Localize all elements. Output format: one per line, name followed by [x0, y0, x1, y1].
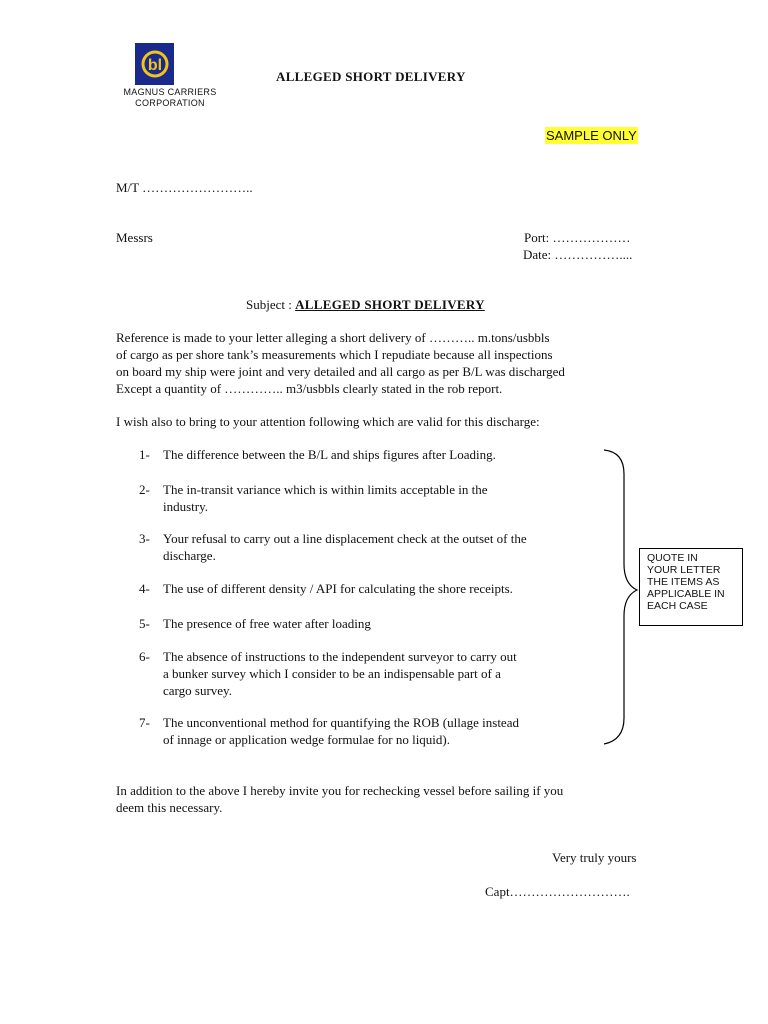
- note-box: [639, 548, 743, 626]
- captain-signature-line: Capt……………………….: [485, 884, 630, 899]
- note-box-line: EACH CASE: [647, 600, 708, 612]
- subject-prefix: Subject :: [246, 297, 296, 312]
- list-item-text: [163, 648, 608, 699]
- list-item-line: cargo survey.: [163, 683, 232, 698]
- port-field: Port: ………………: [524, 230, 631, 245]
- note-box-line: QUOTE IN: [647, 552, 698, 564]
- list-item-text: [163, 580, 608, 597]
- paragraph-reference: [116, 329, 656, 397]
- list-item-line: The use of different density / API for calculating the shore receipts.: [163, 581, 513, 596]
- list-item-number: 6-: [139, 649, 150, 664]
- subject-text: ALLEGED SHORT DELIVERY: [295, 297, 485, 312]
- paragraph-line: of cargo as per shore tank’s measurements which I repudiate because all inspections: [116, 347, 553, 362]
- list-item-line: Your refusal to carry out a line displacement check at the outset of the: [163, 531, 527, 546]
- company-name-line1: MAGNUS CARRIERS: [123, 87, 217, 97]
- list-item-line: of innage or application wedge formulae for no liquid).: [163, 732, 450, 747]
- paragraph-line: on board my ship were joint and very detailed and all cargo as per B/L was discharged: [116, 364, 565, 379]
- list-item-text: [163, 481, 608, 515]
- note-box-line: APPLICABLE IN: [647, 588, 725, 600]
- list-item-text: [163, 530, 608, 564]
- company-logo: [135, 43, 174, 85]
- logo-mark: bl: [147, 57, 163, 74]
- paragraph-line: deem this necessary.: [116, 800, 223, 815]
- list-item-text: [163, 615, 608, 632]
- list-item-number: 3-: [139, 531, 150, 546]
- sample-only-label: SAMPLE ONLY: [546, 128, 637, 143]
- company-name-line2: CORPORATION: [135, 98, 205, 108]
- document-title: ALLEGED SHORT DELIVERY: [276, 69, 466, 84]
- recipient-line: Messrs: [116, 230, 153, 245]
- company-name: [112, 87, 228, 109]
- paragraph-attention: I wish also to bring to your attention following which are valid for this discharge:: [116, 414, 540, 429]
- list-item-line: discharge.: [163, 548, 216, 563]
- list-item-line: The absence of instructions to the independent surveyor to carry out: [163, 649, 517, 664]
- list-item-text: [163, 714, 608, 748]
- list-item-number: 5-: [139, 616, 150, 631]
- list-item-line: The unconventional method for quantifying the ROB (ullage instead: [163, 715, 519, 730]
- subject-line: [246, 296, 485, 313]
- date-field: Date: ……………....: [523, 247, 633, 262]
- paragraph-invitation: [116, 782, 656, 816]
- vessel-name-line: M/T ……………………..: [116, 180, 253, 195]
- list-item-line: The presence of free water after loading: [163, 616, 371, 631]
- list-item-line: The in-transit variance which is within limits acceptable in the: [163, 482, 488, 497]
- right-brace: [600, 448, 640, 748]
- list-item-line: industry.: [163, 499, 209, 514]
- list-item-number: 7-: [139, 715, 150, 730]
- list-item-number: 2-: [139, 482, 150, 497]
- note-box-line: THE ITEMS AS: [647, 576, 720, 588]
- list-item-line: a bunker survey which I consider to be an indispensable part of a: [163, 666, 501, 681]
- list-item-text: [163, 446, 608, 463]
- paragraph-line: In addition to the above I hereby invite you for rechecking vessel before sailing if you: [116, 783, 564, 798]
- list-item-number: 4-: [139, 581, 150, 596]
- note-box-line: YOUR LETTER: [647, 564, 721, 576]
- list-item-number: 1-: [139, 447, 150, 462]
- paragraph-line: Except a quantity of ………….. m3/usbbls clearly stated in the rob report.: [116, 381, 503, 396]
- closing-salutation: Very truly yours: [552, 850, 637, 865]
- paragraph-line: Reference is made to your letter alleging a short delivery of ……….. m.tons/usbbls: [116, 330, 550, 345]
- list-item-line: The difference between the B/L and ships figures after Loading.: [163, 447, 496, 462]
